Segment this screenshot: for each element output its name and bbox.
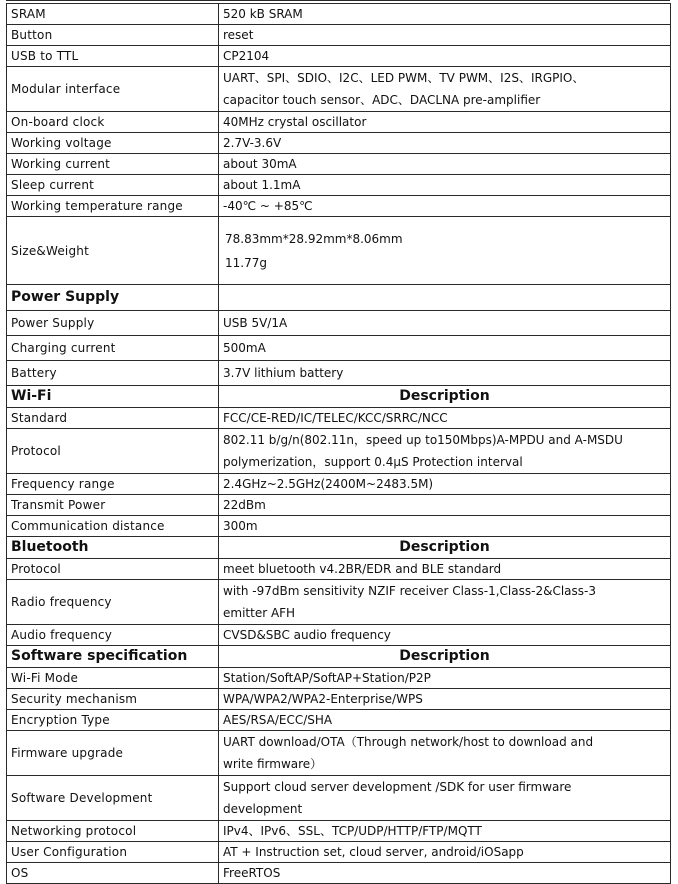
value-line: emitter AFH bbox=[223, 606, 296, 620]
table-row bbox=[7, 689, 671, 710]
row-label: OS bbox=[7, 863, 219, 884]
row-value: -40℃ ~ +85℃ bbox=[219, 196, 671, 217]
row-label: Standard bbox=[7, 408, 219, 429]
row-value bbox=[219, 429, 671, 474]
row-value: WPA/WPA2/WPA2-Enterprise/WPS bbox=[219, 689, 671, 710]
row-value bbox=[219, 217, 671, 285]
value-line: Support cloud server development /SDK for user firmware bbox=[223, 780, 572, 794]
table-row bbox=[7, 361, 671, 386]
table-row bbox=[7, 408, 671, 429]
table-row bbox=[7, 474, 671, 495]
row-label: Protocol bbox=[7, 429, 219, 474]
row-value: AES/RSA/ECC/SHA bbox=[219, 710, 671, 731]
value-line: 11.77g bbox=[225, 255, 267, 270]
row-value: CVSD&SBC audio frequency bbox=[219, 625, 671, 646]
table-row bbox=[7, 25, 671, 46]
value-line: write firmware） bbox=[223, 757, 323, 771]
value-line: with -97dBm sensitivity NZIF receiver Class-1,Class-2&Class-3 bbox=[223, 584, 596, 598]
table-row bbox=[7, 133, 671, 154]
table-row bbox=[7, 154, 671, 175]
value-line: 802.11 b/g/n(802.11n，speed up to150Mbps)A-MPDU and A-MSDU bbox=[223, 433, 623, 447]
row-label: Wi-Fi Mode bbox=[7, 668, 219, 689]
row-value: FreeRTOS bbox=[219, 863, 671, 884]
table-row bbox=[7, 112, 671, 133]
row-value: CP2104 bbox=[219, 46, 671, 67]
value-line: capacitor touch sensor、ADC、DACLNA pre-amplifier bbox=[223, 93, 541, 107]
row-label: Communication distance bbox=[7, 516, 219, 537]
row-value: 40MHz crystal oscillator bbox=[219, 112, 671, 133]
row-label: Protocol bbox=[7, 559, 219, 580]
table-row bbox=[7, 731, 671, 776]
row-label: Radio frequency bbox=[7, 580, 219, 625]
row-value: meet bluetooth v4.2BR/EDR and BLE standard bbox=[219, 559, 671, 580]
row-value: about 30mA bbox=[219, 154, 671, 175]
row-label: Firmware upgrade bbox=[7, 731, 219, 776]
row-label: Modular interface bbox=[7, 67, 219, 112]
row-value bbox=[219, 776, 671, 821]
value-line: development bbox=[223, 802, 303, 816]
section-header-power bbox=[7, 285, 671, 311]
value-line: UART、SPI、SDIO、I2C、LED PWM、TV PWM、I2S、IRGPIO、 bbox=[223, 71, 585, 85]
value-line: polymerization，support 0.4μS Protection interval bbox=[223, 455, 523, 469]
section-header-software bbox=[7, 646, 671, 668]
section-desc bbox=[219, 285, 671, 311]
table-row bbox=[7, 336, 671, 361]
row-value: USB 5V/1A bbox=[219, 311, 671, 336]
row-label: Size&Weight bbox=[7, 217, 219, 285]
value-line: 78.83mm*28.92mm*8.06mm bbox=[225, 231, 403, 246]
value-line: UART download/OTA（Through network/host to download and bbox=[223, 735, 594, 749]
section-title: Software specification bbox=[7, 646, 219, 668]
table-row bbox=[7, 175, 671, 196]
row-value: Station/SoftAP/SoftAP+Station/P2P bbox=[219, 668, 671, 689]
table-row bbox=[7, 46, 671, 67]
row-label: Working current bbox=[7, 154, 219, 175]
row-label: Working temperature range bbox=[7, 196, 219, 217]
table-row bbox=[7, 217, 671, 285]
table-row bbox=[7, 429, 671, 474]
row-label: Transmit Power bbox=[7, 495, 219, 516]
table-row bbox=[7, 4, 671, 25]
row-value bbox=[219, 67, 671, 112]
row-label: Battery bbox=[7, 361, 219, 386]
table-row bbox=[7, 842, 671, 863]
row-label: Software Development bbox=[7, 776, 219, 821]
section-desc: Description bbox=[219, 646, 671, 668]
table-row bbox=[7, 625, 671, 646]
row-label: Security mechanism bbox=[7, 689, 219, 710]
row-value: 2.7V-3.6V bbox=[219, 133, 671, 154]
row-value: 3.7V lithium battery bbox=[219, 361, 671, 386]
row-label: User Configuration bbox=[7, 842, 219, 863]
row-label: Working voltage bbox=[7, 133, 219, 154]
row-value bbox=[219, 580, 671, 625]
row-value: 2.4GHz~2.5GHz(2400M~2483.5M) bbox=[219, 474, 671, 495]
row-value: IPv4、IPv6、SSL、TCP/UDP/HTTP/FTP/MQTT bbox=[219, 821, 671, 842]
row-value: 520 kB SRAM bbox=[219, 4, 671, 25]
row-label: USB to TTL bbox=[7, 46, 219, 67]
row-label: SRAM bbox=[7, 4, 219, 25]
section-desc: Description bbox=[219, 537, 671, 559]
table-row bbox=[7, 821, 671, 842]
row-label: On-board clock bbox=[7, 112, 219, 133]
table-row bbox=[7, 495, 671, 516]
section-title: Wi-Fi bbox=[7, 386, 219, 408]
row-label: Frequency range bbox=[7, 474, 219, 495]
row-value: AT + Instruction set, cloud server, android/iOSapp bbox=[219, 842, 671, 863]
table-row bbox=[7, 311, 671, 336]
table-row bbox=[7, 196, 671, 217]
row-value: 300m bbox=[219, 516, 671, 537]
table-row bbox=[7, 580, 671, 625]
row-label: Button bbox=[7, 25, 219, 46]
row-label: Charging current bbox=[7, 336, 219, 361]
row-value bbox=[219, 731, 671, 776]
table-row bbox=[7, 516, 671, 537]
row-label: Audio frequency bbox=[7, 625, 219, 646]
row-label: Power Supply bbox=[7, 311, 219, 336]
table-row bbox=[7, 559, 671, 580]
row-value: FCC/CE-RED/IC/TELEC/KCC/SRRC/NCC bbox=[219, 408, 671, 429]
row-label: Networking protocol bbox=[7, 821, 219, 842]
section-desc: Description bbox=[219, 386, 671, 408]
table-row bbox=[7, 776, 671, 821]
table-row bbox=[7, 863, 671, 884]
table-row bbox=[7, 710, 671, 731]
section-header-bluetooth bbox=[7, 537, 671, 559]
row-label: Sleep current bbox=[7, 175, 219, 196]
table-row bbox=[7, 67, 671, 112]
row-label: Encryption Type bbox=[7, 710, 219, 731]
section-title: Bluetooth bbox=[7, 537, 219, 559]
row-value: about 1.1mA bbox=[219, 175, 671, 196]
section-title: Power Supply bbox=[7, 285, 219, 311]
row-value: 22dBm bbox=[219, 495, 671, 516]
section-header-wifi bbox=[7, 386, 671, 408]
table-row bbox=[7, 668, 671, 689]
spec-table bbox=[6, 3, 671, 884]
row-value: reset bbox=[219, 25, 671, 46]
row-value: 500mA bbox=[219, 336, 671, 361]
